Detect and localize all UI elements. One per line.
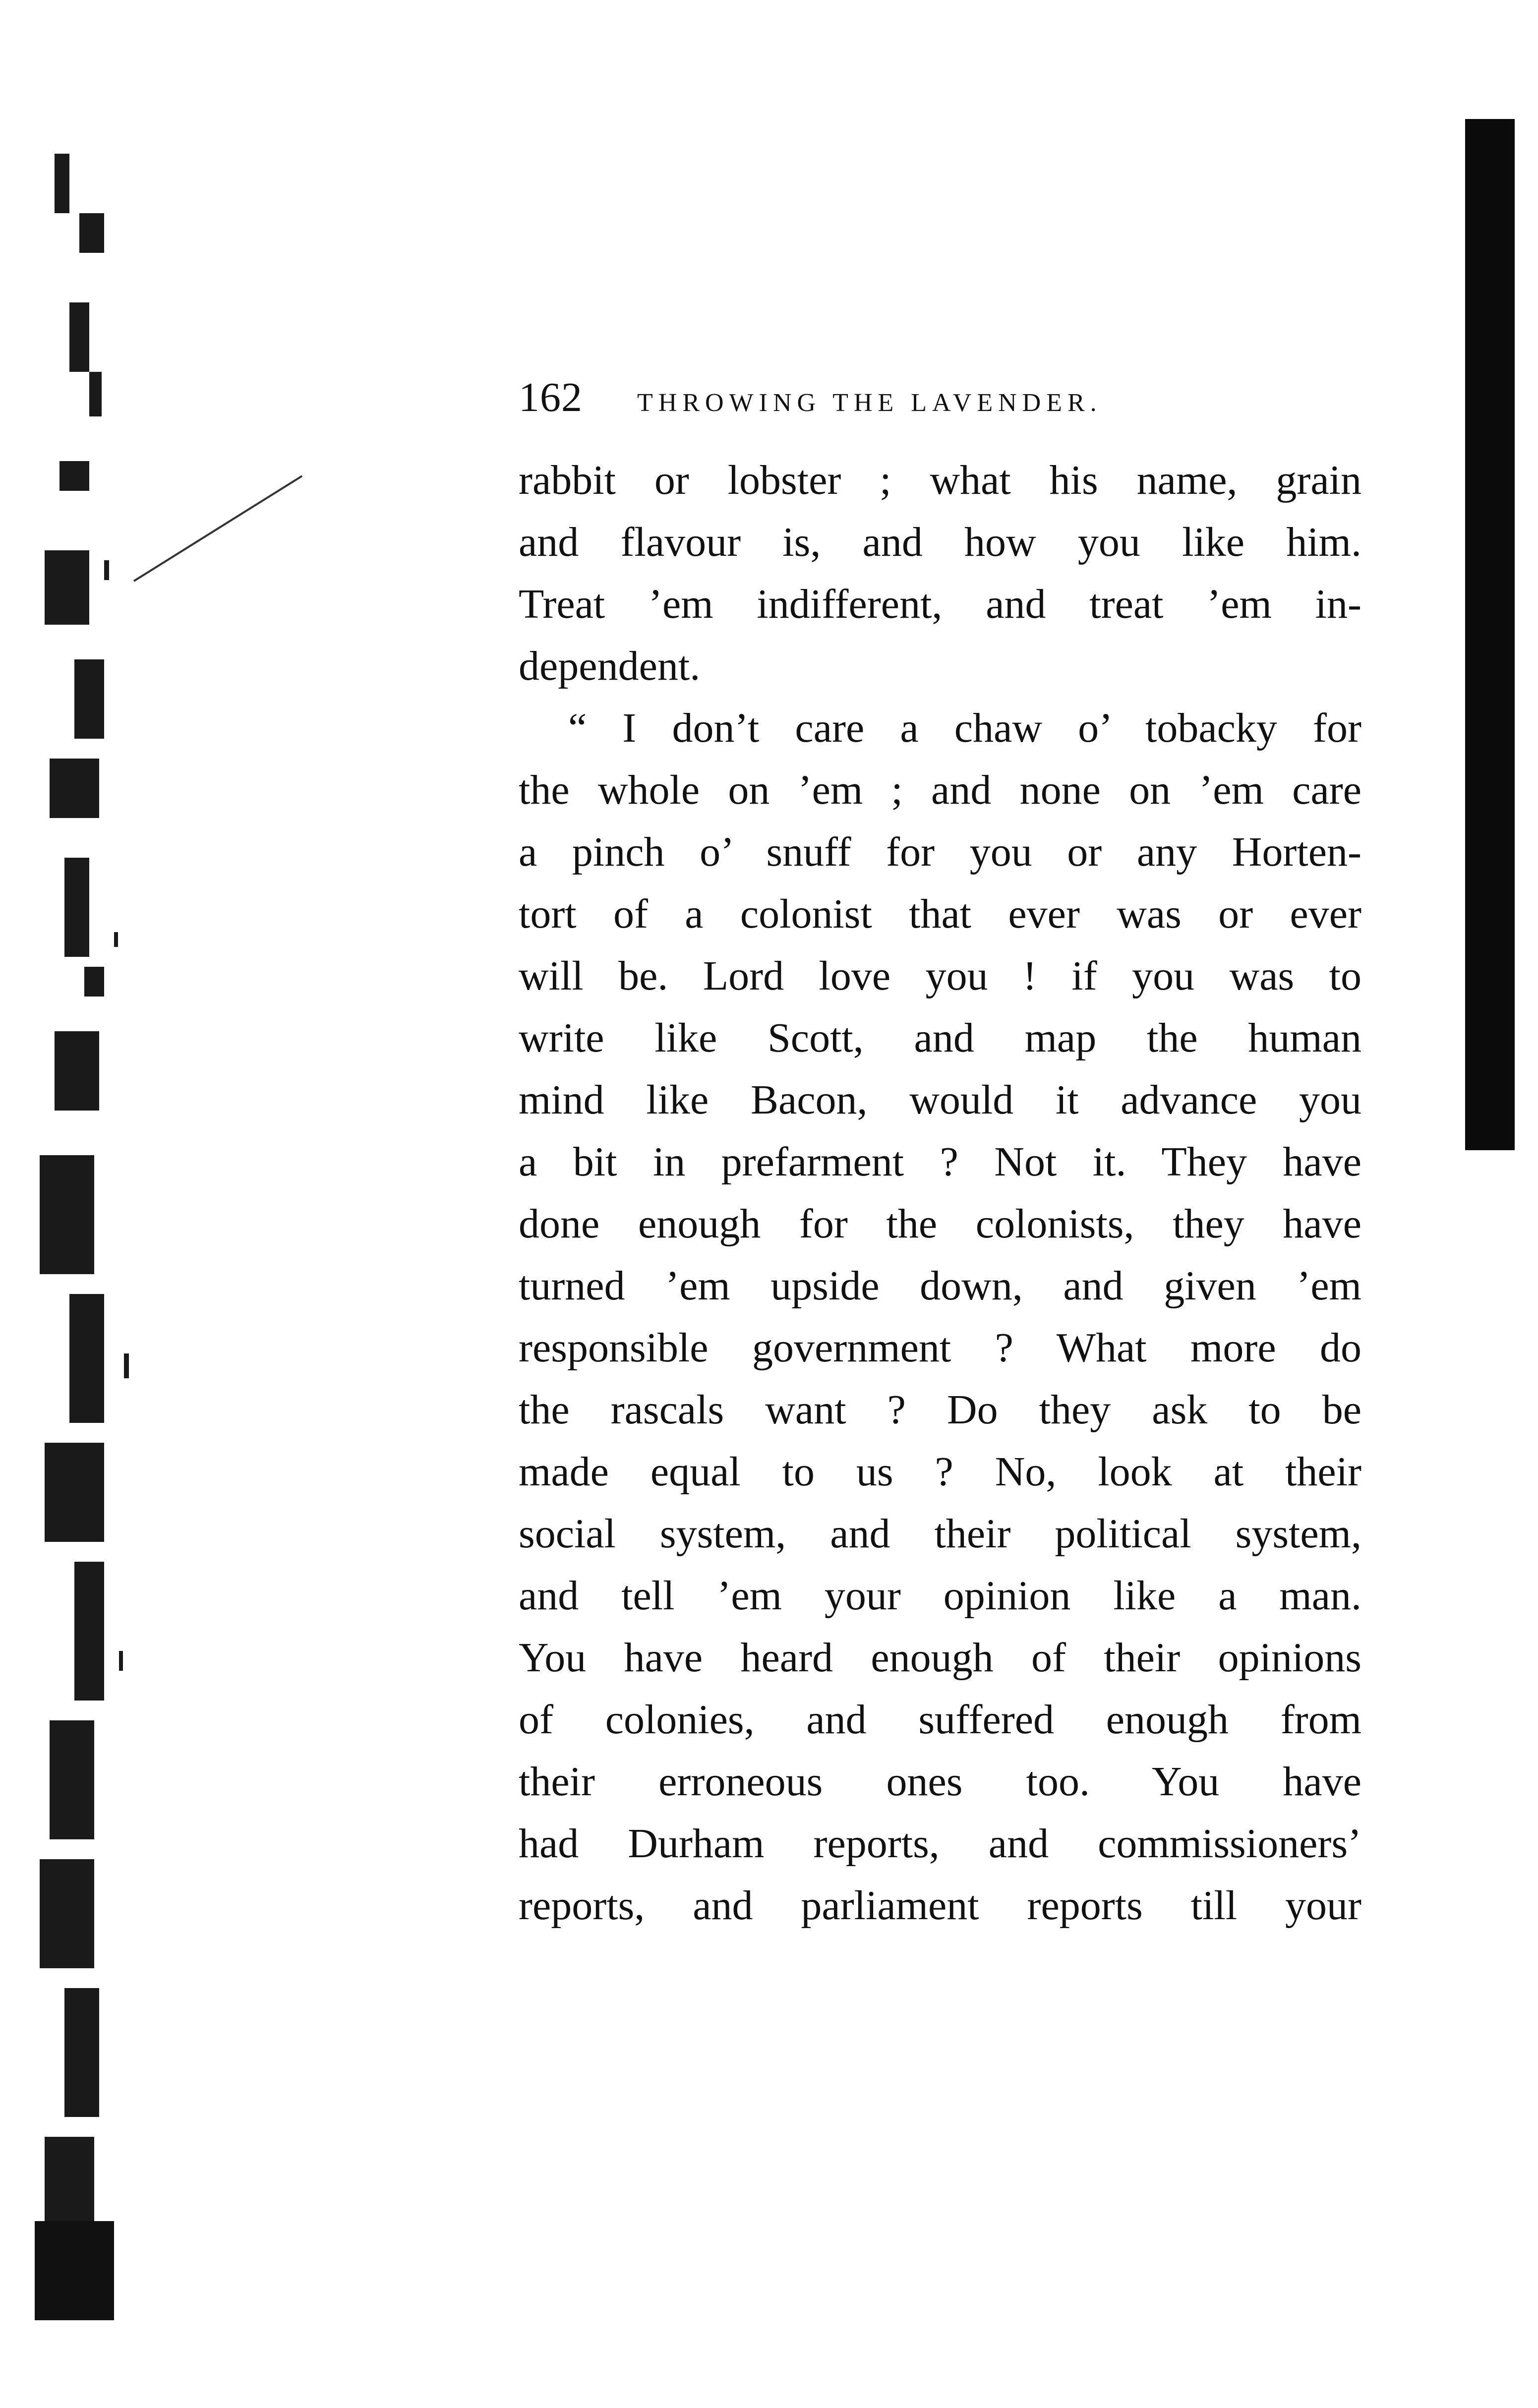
text-line: of colonies, and suffered enough from	[519, 1697, 1361, 1743]
text-line: had Durham reports, and commissioners’	[519, 1821, 1361, 1867]
page-number: 162	[519, 374, 583, 420]
text-line: done enough for the colonists, they have	[519, 1201, 1361, 1247]
text-line: mind like Bacon, would it advance you	[519, 1077, 1361, 1123]
text-line: turned ’em upside down, and given ’em	[519, 1263, 1361, 1309]
scan-stray-line	[133, 475, 302, 582]
text-line: a bit in prefarment ? Not it. They have	[519, 1139, 1361, 1185]
scan-gutter-block	[35, 2221, 114, 2320]
text-line: will be. Lord love you ! if you was to	[519, 953, 1361, 999]
text-line: a pinch o’ snuff for you or any Horten-	[519, 829, 1361, 875]
body-text	[519, 449, 1361, 1937]
scan-gutter-noise	[25, 114, 144, 2315]
running-title: THROWING THE LAVENDER.	[637, 389, 1102, 417]
text-line: the rascals want ? Do they ask to be	[519, 1387, 1361, 1433]
text-line: their erroneous ones too. You have	[519, 1759, 1361, 1805]
text-line: responsible government ? What more do	[519, 1325, 1361, 1371]
text-line: write like Scott, and map the human	[519, 1015, 1361, 1061]
text-line: Treat ’em indifferent, and treat ’em in-	[519, 581, 1361, 627]
text-line: “ I don’t care a chaw o’ tobacky for	[568, 705, 1361, 751]
text-line: reports, and parliament reports till your	[519, 1882, 1361, 1929]
text-line: tort of a colonist that ever was or ever	[519, 891, 1361, 937]
book-page	[519, 374, 1361, 1937]
text-line: and flavour is, and how you like him.	[519, 519, 1361, 565]
text-line: made equal to us ? No, look at their	[519, 1449, 1361, 1495]
text-line: the whole on ’em ; and none on ’em care	[519, 767, 1361, 813]
scan-edge-bar	[1465, 119, 1515, 1150]
text-line: and tell ’em your opinion like a man.	[519, 1573, 1361, 1619]
text-line: You have heard enough of their opinions	[519, 1635, 1361, 1681]
text-line: social system, and their political system,	[519, 1511, 1361, 1557]
text-line: rabbit or lobster ; what his name, grain	[519, 457, 1361, 503]
text-line: dependent.	[519, 643, 701, 689]
running-head	[519, 374, 1361, 420]
